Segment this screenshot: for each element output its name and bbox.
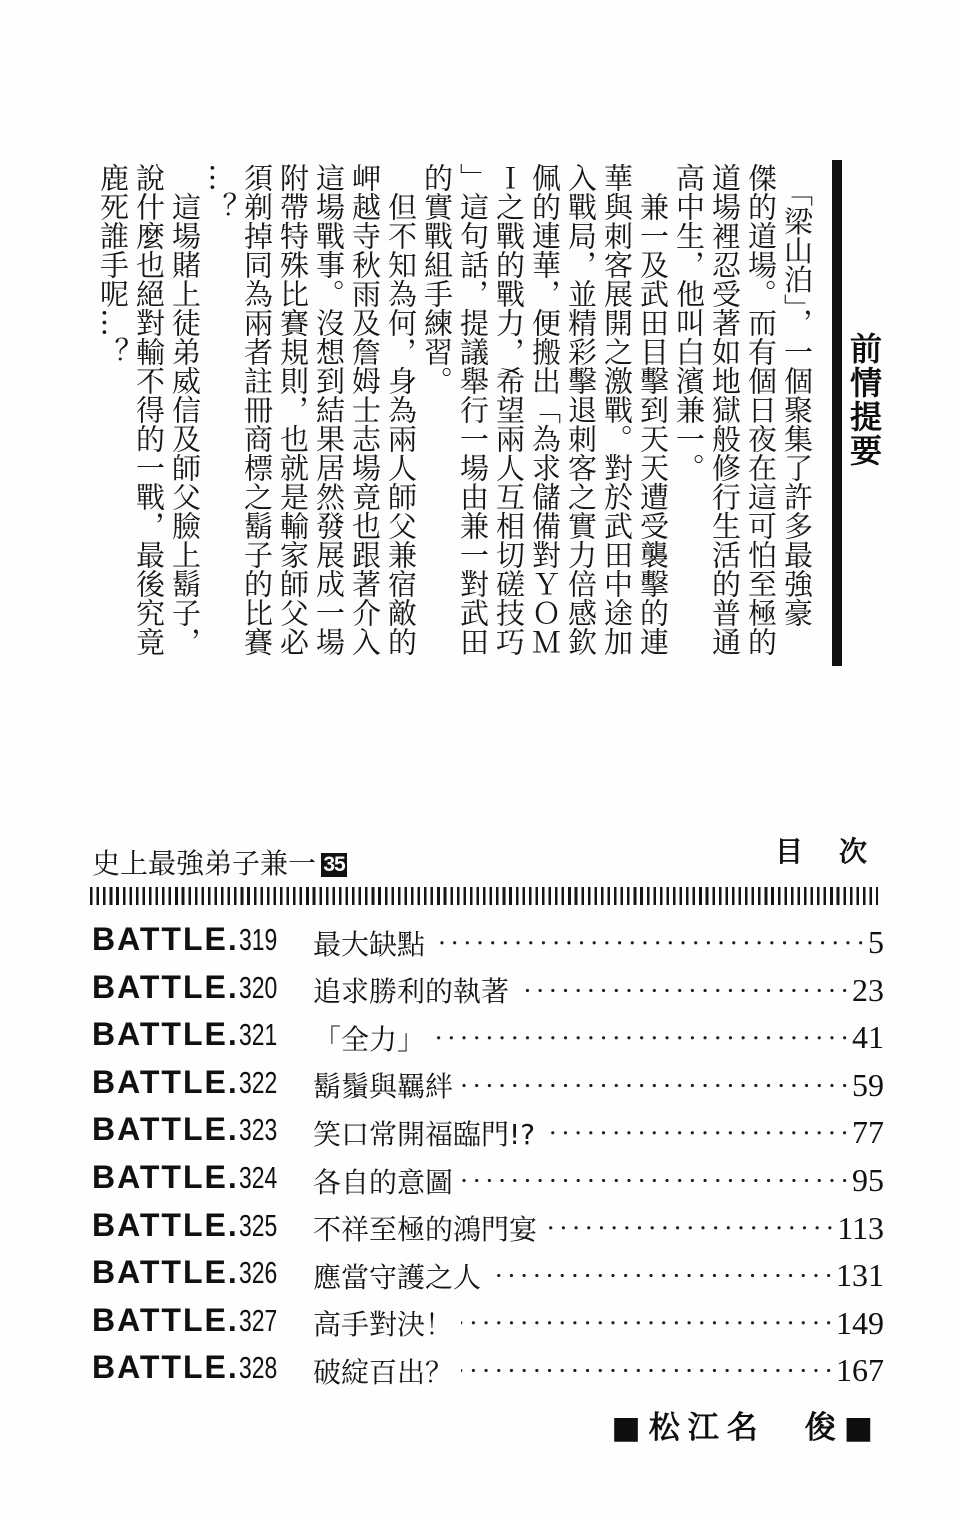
summary-column: 這場賭上徒弟威信及師父臉上鬍子， bbox=[168, 163, 202, 656]
toc-entry bbox=[92, 967, 884, 1015]
chapter-prefix: BATTLE. bbox=[92, 921, 239, 958]
summary-column: 「梁山泊」，一個聚集了許多最強豪 bbox=[780, 163, 814, 627]
chapter-label bbox=[92, 1011, 313, 1064]
volume-number-badge: 35 bbox=[321, 853, 347, 877]
page-number: 131 bbox=[836, 1257, 884, 1294]
chapter-title: 「全力」 bbox=[313, 1022, 426, 1056]
dot-leader bbox=[461, 1299, 835, 1347]
chapter-title: 高手對決！ bbox=[313, 1308, 454, 1342]
toc-entry bbox=[92, 1062, 884, 1110]
chapter-label bbox=[92, 1297, 313, 1350]
toc-entry bbox=[92, 1204, 884, 1252]
summary-column: 但不知為何，身為兩人師父兼宿敵的 bbox=[384, 163, 418, 656]
chapter-number: 327 bbox=[238, 1302, 278, 1338]
chapter-prefix: BATTLE. bbox=[92, 1063, 239, 1100]
page-number: 113 bbox=[837, 1209, 884, 1246]
toc-heading: 目 次 bbox=[775, 835, 872, 868]
square-ornament-left: ■ bbox=[611, 1410, 649, 1446]
page-number: 23 bbox=[852, 971, 884, 1008]
chapter-prefix: BATTLE. bbox=[92, 1254, 239, 1291]
summary-column: 佩的連華，便搬出「為求儲備對ＹＯＭ bbox=[528, 163, 562, 656]
chapter-prefix: BATTLE. bbox=[92, 1301, 239, 1338]
summary-column: 傑的道場。而有個日夜在這可怕至極的 bbox=[744, 163, 778, 656]
chapter-number: 319 bbox=[238, 922, 278, 958]
summary-heading: 前情提要 bbox=[845, 332, 883, 468]
page-number: 41 bbox=[852, 1019, 884, 1056]
dot-leader bbox=[461, 1157, 851, 1205]
summary-divider-bar bbox=[832, 160, 842, 666]
toc-list bbox=[92, 919, 884, 1394]
chapter-title: 各自的意圖 bbox=[313, 1165, 454, 1199]
chapter-number: 320 bbox=[238, 969, 278, 1005]
summary-column: 道場裡忍受著如地獄般修行生活的普通 bbox=[708, 163, 742, 656]
summary-column: 須剃掉同為兩者註冊商標之鬍子的比賽 bbox=[240, 163, 274, 656]
chapter-label bbox=[92, 1249, 313, 1302]
square-ornament-right: ■ bbox=[843, 1410, 881, 1446]
chapter-number: 323 bbox=[238, 1112, 278, 1148]
chapter-label bbox=[92, 1106, 313, 1159]
toc-entry bbox=[92, 1299, 884, 1347]
chapter-title: 不祥至極的鴻門宴 bbox=[313, 1213, 538, 1247]
dot-leader bbox=[543, 1109, 851, 1157]
chapter-label bbox=[92, 1154, 313, 1207]
summary-column: 附帶特殊比賽規則，也就是輸家師父必 bbox=[276, 163, 310, 656]
summary-column: 高中生，他叫白濱兼一。 bbox=[672, 163, 706, 482]
summary-column: Ｉ之戰的戰力，希望兩人互相切磋技巧 bbox=[492, 163, 526, 656]
chapter-number: 325 bbox=[238, 1207, 278, 1243]
chapter-prefix: BATTLE. bbox=[92, 1159, 239, 1196]
chapter-prefix: BATTLE. bbox=[92, 968, 239, 1005]
chapter-number: 322 bbox=[238, 1064, 278, 1100]
chapter-title: 破綻百出？ bbox=[313, 1355, 454, 1389]
chapter-label bbox=[92, 1202, 313, 1255]
page-number: 167 bbox=[836, 1352, 884, 1389]
summary-column: 」這句話，提議舉行一場由兼一對武田 bbox=[456, 163, 490, 656]
chapter-title: 笑口常開福臨門!? bbox=[313, 1117, 536, 1151]
chapter-prefix: BATTLE. bbox=[92, 1016, 239, 1053]
chapter-title: 最大缺點 bbox=[313, 927, 426, 961]
chapter-prefix: BATTLE. bbox=[92, 1349, 239, 1386]
summary-column: 說什麼也絕對輸不得的一戰，最後究竟 bbox=[132, 163, 166, 656]
chapter-number: 321 bbox=[238, 1017, 278, 1053]
toc-entry bbox=[92, 919, 884, 967]
chapter-number: 324 bbox=[238, 1160, 278, 1196]
summary-column: 兼一及武田目擊到天天遭受襲擊的連 bbox=[636, 163, 670, 656]
decorative-tick-rule bbox=[90, 887, 878, 905]
toc-entry bbox=[92, 1014, 884, 1062]
summary-column: …？ bbox=[204, 163, 238, 221]
chapter-title: 鬍鬚與羈絆 bbox=[313, 1070, 454, 1104]
summary-text bbox=[95, 163, 815, 656]
dot-leader bbox=[517, 967, 851, 1015]
page-number: 59 bbox=[852, 1066, 884, 1103]
dot-leader bbox=[461, 1347, 835, 1395]
toc-entry bbox=[92, 1347, 884, 1395]
summary-column: 華與刺客展開之激戰。對於武田中途加 bbox=[600, 163, 634, 656]
toc-entry bbox=[92, 1252, 884, 1300]
page-number: 149 bbox=[836, 1304, 884, 1341]
chapter-label bbox=[92, 964, 313, 1017]
author-name: 松江名 俊 bbox=[648, 1410, 844, 1446]
summary-column: 這場戰事。沒想到結果居然發展成一場 bbox=[312, 163, 346, 656]
chapter-label bbox=[92, 916, 313, 969]
chapter-number: 326 bbox=[238, 1255, 278, 1291]
chapter-number: 328 bbox=[238, 1350, 278, 1386]
page-number: 5 bbox=[868, 924, 884, 961]
page-number: 95 bbox=[852, 1162, 884, 1198]
summary-column: 鹿死誰手呢…？ bbox=[96, 163, 130, 366]
author-credit bbox=[611, 1408, 881, 1448]
summary-column: 岬越寺秋雨及詹姆士志場竟也跟著介入 bbox=[348, 163, 382, 656]
toc-entry bbox=[92, 1157, 884, 1205]
toc-entry bbox=[92, 1109, 884, 1157]
chapter-label bbox=[92, 1344, 313, 1397]
dot-leader bbox=[489, 1252, 835, 1300]
dot-leader bbox=[433, 1014, 851, 1062]
chapter-title: 應當守護之人 bbox=[313, 1260, 482, 1294]
series-title: 史上最強弟子兼一 bbox=[92, 847, 317, 880]
summary-column: 入戰局，並精彩擊退刺客之實力倍感欽 bbox=[564, 163, 598, 656]
chapter-prefix: BATTLE. bbox=[92, 1111, 239, 1148]
summary-column: 的實戰組手練習。 bbox=[420, 163, 454, 395]
dot-leader bbox=[433, 919, 867, 967]
chapter-title: 追求勝利的執著 bbox=[313, 975, 510, 1009]
dot-leader bbox=[461, 1062, 851, 1110]
dot-leader bbox=[545, 1204, 836, 1252]
chapter-prefix: BATTLE. bbox=[92, 1206, 239, 1243]
chapter-label bbox=[92, 1059, 313, 1112]
page-number: 77 bbox=[852, 1114, 884, 1151]
